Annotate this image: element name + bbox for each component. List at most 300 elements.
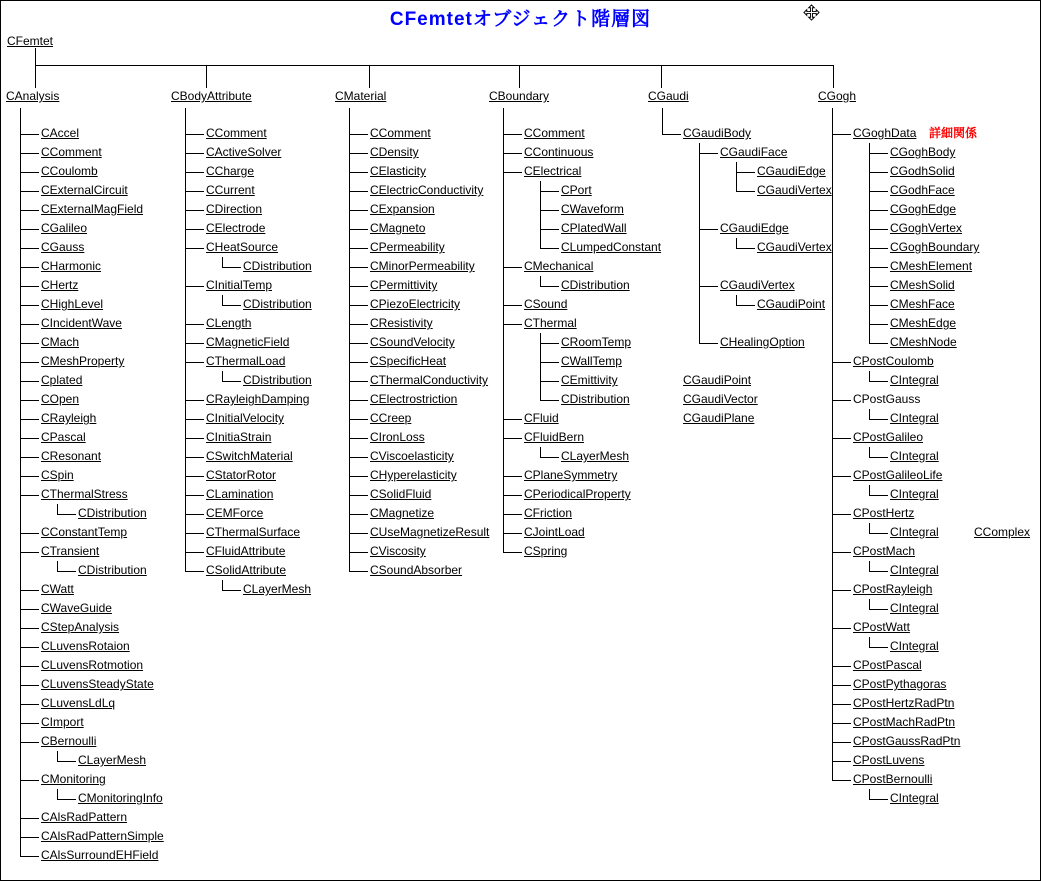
node-link-cintegral[interactable]: CIntegral — [890, 563, 939, 577]
tree-node-cintegral — [869, 523, 1031, 542]
node-link-ccomment[interactable]: CComment — [41, 145, 102, 159]
node-link-cactivesolver[interactable]: CActiveSolver — [206, 145, 282, 159]
tree-node-csolidfluid — [349, 485, 489, 504]
tree-node-cincidentwave — [20, 314, 164, 333]
node-link-cmagneticfield[interactable]: CMagneticField — [206, 335, 290, 349]
node-link-crayleighdamping[interactable]: CRayleighDamping — [206, 392, 310, 406]
node-link-cmach[interactable]: CMach — [41, 335, 80, 349]
subtree — [524, 447, 661, 466]
tree-cbodyattribute — [171, 124, 312, 599]
node-link-cintegral[interactable]: CIntegral — [890, 791, 939, 805]
node-link-cresonant[interactable]: CResonant — [41, 449, 102, 463]
tree-node-csoundabsorber — [349, 561, 489, 580]
tree-node-chertz — [20, 276, 164, 295]
node-link-celectrical[interactable]: CElectrical — [524, 164, 582, 178]
node-link-cthermal[interactable]: CThermal — [524, 316, 577, 330]
node-link-cpostrayleigh[interactable]: CPostRayleigh — [853, 582, 933, 596]
tree-node-cmeshedge — [869, 314, 979, 333]
node-link-cwatt[interactable]: CWatt — [41, 582, 74, 596]
tree-node-cintegral — [869, 371, 979, 390]
node-link-cdirection[interactable]: CDirection — [206, 202, 263, 216]
node-link-cdistribution[interactable]: CDistribution — [243, 259, 312, 273]
tree-node-cposthertzradptn — [832, 694, 979, 713]
node-link-cpostwatt[interactable]: CPostWatt — [853, 620, 910, 634]
column-header-link-cboundary[interactable]: CBoundary — [489, 89, 550, 103]
column-header — [648, 87, 832, 106]
node-link-cgaudiplane[interactable]: CGaudiPlane — [683, 411, 755, 425]
node-link-caccel[interactable]: CAccel — [41, 126, 80, 140]
node-link-cspin[interactable]: CSpin — [41, 468, 74, 482]
subtree — [720, 238, 832, 257]
node-link-cposthertzradptn[interactable]: CPostHertzRadPtn — [853, 696, 955, 710]
node-link-celectrode[interactable]: CElectrode — [206, 221, 266, 235]
column-header — [6, 87, 164, 106]
tree-node-cgalileo — [20, 219, 164, 238]
tree-node-cwalltemp — [540, 352, 661, 371]
tree-node-cexternalcircuit — [20, 181, 164, 200]
node-link-cintegral[interactable]: CIntegral — [890, 487, 939, 501]
tree-node-croomtemp — [540, 333, 661, 352]
tree-node-cfluidattribute — [185, 542, 312, 561]
tree-node-cdistribution — [57, 561, 164, 580]
tree-node-cviscoelasticity — [349, 447, 489, 466]
node-link-cmonitoringinfo[interactable]: CMonitoringInfo — [78, 791, 163, 805]
column-header-link-cgogh[interactable]: CGogh — [818, 89, 857, 103]
subtree — [41, 561, 164, 580]
node-link-cheatsource[interactable]: CHeatSource — [206, 240, 279, 254]
tree-node-cmagneticfield — [185, 333, 312, 352]
standalone-node-cgaudipoint — [662, 352, 832, 390]
tree-cgaudi — [648, 124, 832, 428]
tree-node-cgaudiface — [699, 143, 832, 200]
node-link-cgaudipoint[interactable]: CGaudiPoint — [757, 297, 826, 311]
tree-node-cstatorrotor — [185, 466, 312, 485]
node-link-cgaudibody[interactable]: CGaudiBody — [683, 126, 752, 140]
tree-node-cmagneto — [349, 219, 489, 238]
node-link-ccreep[interactable]: CCreep — [370, 411, 412, 425]
tree-node-cpostgalileolife — [832, 466, 979, 504]
tree-node-cpostmachradptn — [832, 713, 979, 732]
tree-node-cperiodicalproperty — [503, 485, 661, 504]
node-link-cviscoelasticity[interactable]: CViscoelasticity — [370, 449, 454, 463]
page-title: CFemtetオブジェクト階層図 — [389, 9, 652, 30]
node-link-csolidfluid[interactable]: CSolidFluid — [370, 487, 432, 501]
column-header — [335, 87, 489, 106]
node-link-cpostpythagoras[interactable]: CPostPythagoras — [853, 677, 947, 691]
node-link-cconstanttemp[interactable]: CConstantTemp — [41, 525, 128, 539]
column-header-link-cmaterial[interactable]: CMaterial — [335, 89, 387, 103]
node-link-cmechanical[interactable]: CMechanical — [524, 259, 594, 273]
node-link-croomtemp[interactable]: CRoomTemp — [561, 335, 632, 349]
node-link-chertz[interactable]: CHertz — [41, 278, 79, 292]
node-link-cdistribution[interactable]: CDistribution — [243, 373, 312, 387]
tree-node-cthermal — [503, 314, 661, 409]
standalone-node-cgaudiplane — [662, 409, 832, 428]
node-link-clayermesh[interactable]: CLayerMesh — [561, 449, 630, 463]
column-drop-line — [833, 65, 834, 88]
subtree — [206, 295, 312, 314]
node-link-cplated[interactable]: Cplated — [41, 373, 83, 387]
node-link-cinitiastrain[interactable]: CInitiaStrain — [206, 430, 272, 444]
node-link-ccomplex[interactable]: CComplex — [974, 525, 1031, 539]
tree-node-cusemagnetizeresult — [349, 523, 489, 542]
node-link-cusemagnetizeresult[interactable]: CUseMagnetizeResult — [370, 525, 490, 539]
tree-node-ccreep — [349, 409, 489, 428]
node-link-cgaudivertex[interactable]: CGaudiVertex — [757, 240, 832, 254]
tree-node-cspin — [20, 466, 164, 485]
tree-node-cthermalsurface — [185, 523, 312, 542]
node-link-cmeshnode[interactable]: CMeshNode — [890, 335, 957, 349]
node-link-celectrostriction[interactable]: CElectrostriction — [370, 392, 458, 406]
column-drop-line — [35, 65, 36, 88]
tree-node-cgaudivertex — [699, 257, 832, 314]
tree-node-cluvensrotmotion — [20, 656, 164, 675]
subtree — [41, 789, 164, 808]
tree-node-cthermalconductivity — [349, 371, 489, 390]
column-drop-line — [519, 65, 520, 88]
node-link-calsradpattern[interactable]: CAlsRadPattern — [41, 810, 128, 824]
tree-node-cintegral — [869, 789, 979, 808]
node-link-cpostpascal[interactable]: CPostPascal — [853, 658, 922, 672]
tree-node-ccomment — [349, 124, 489, 143]
tree-node-cpostgalileo — [832, 428, 979, 466]
tree-node-cbernoulli — [20, 732, 164, 770]
tree-node-cexternalmagfield — [20, 200, 164, 219]
node-link-ccontinuous[interactable]: CContinuous — [524, 145, 594, 159]
node-link-cironloss[interactable]: CIronLoss — [370, 430, 425, 444]
node-link-clayermesh[interactable]: CLayerMesh — [243, 582, 312, 596]
column-cmaterial — [335, 87, 489, 580]
tree-node-cluvensldlq — [20, 694, 164, 713]
subtree — [524, 276, 661, 295]
node-link-cminorpermeability[interactable]: CMinorPermeability — [370, 259, 475, 273]
tree-node-chighlevel — [20, 295, 164, 314]
tree-node-chealingoption — [699, 314, 832, 352]
detail-relation-note: 詳細関係 — [929, 126, 978, 140]
subtree — [853, 561, 979, 580]
node-link-cplanesymmetry[interactable]: CPlaneSymmetry — [524, 468, 618, 482]
tree-node-cwatt — [20, 580, 164, 599]
node-link-cviscosity[interactable]: CViscosity — [370, 544, 426, 558]
node-link-ccharge[interactable]: CCharge — [206, 164, 255, 178]
tree-node-ccomment — [185, 124, 312, 143]
node-link-cpostgalileolife[interactable]: CPostGalileoLife — [853, 468, 943, 482]
node-link-cmonitoring[interactable]: CMonitoring — [41, 772, 106, 786]
root-stem-line — [35, 48, 36, 65]
node-link-cintegral[interactable]: CIntegral — [890, 449, 939, 463]
subtree — [853, 371, 979, 390]
tree-node-cmechanical — [503, 257, 661, 295]
tree-node-cironloss — [349, 428, 489, 447]
tree-node-cinitiastrain — [185, 428, 312, 447]
node-link-cimport[interactable]: CImport — [41, 715, 84, 729]
node-link-cfriction[interactable]: CFriction — [524, 506, 573, 520]
node-link-cpostmachradptn[interactable]: CPostMachRadPtn — [853, 715, 956, 729]
node-link-csound[interactable]: CSound — [524, 297, 568, 311]
tree-node-calssurroundehfield — [20, 846, 164, 865]
node-link-crayleigh[interactable]: CRayleigh — [41, 411, 97, 425]
node-link-ccomment[interactable]: CComment — [370, 126, 431, 140]
tree-node-cmeshelement — [869, 257, 979, 276]
node-link-cgauss[interactable]: CGauss — [41, 240, 85, 254]
tree-node-cpostbernoulli — [832, 770, 979, 808]
tree-canalysis — [6, 124, 164, 865]
tree-node-cpostwatt — [832, 618, 979, 656]
node-link-cexternalcircuit[interactable]: CExternalCircuit — [41, 183, 128, 197]
node-link-cgaudipoint[interactable]: CGaudiPoint — [683, 373, 752, 387]
tree-node-cdistribution — [222, 257, 312, 276]
node-link-cpostmach[interactable]: CPostMach — [853, 544, 916, 558]
node-link-cgoghedge[interactable]: CGoghEdge — [890, 202, 957, 216]
node-link-cintegral[interactable]: CIntegral — [890, 601, 939, 615]
tree-node-cminorpermeability — [349, 257, 489, 276]
node-link-chealingoption[interactable]: CHealingOption — [720, 335, 805, 349]
node-link-cdistribution[interactable]: CDistribution — [561, 392, 630, 406]
tree-node-cconstanttemp — [20, 523, 164, 542]
tree-node-cintegral — [869, 599, 979, 618]
node-link-cgaudiface[interactable]: CGaudiFace — [720, 145, 788, 159]
tree-node-celectrode — [185, 219, 312, 238]
tree-cmaterial — [335, 124, 489, 580]
tree-node-cgoghboundary — [869, 238, 979, 257]
trunk-line — [35, 65, 834, 66]
tree-node-csolidattribute — [185, 561, 312, 599]
subtree — [720, 162, 832, 200]
node-link-cport[interactable]: CPort — [561, 183, 592, 197]
tree-node-cgaudiedge — [699, 200, 832, 257]
node-link-cpermittivity[interactable]: CPermittivity — [370, 278, 438, 292]
tree-node-cgoghbody — [869, 143, 979, 162]
node-link-csoundvelocity[interactable]: CSoundVelocity — [370, 335, 455, 349]
tree-node-cmonitoring — [20, 770, 164, 808]
tree-node-copen — [20, 390, 164, 409]
tree-node-cthermalstress — [20, 485, 164, 523]
node-link-cgaudivertex[interactable]: CGaudiVertex — [720, 278, 795, 292]
node-link-cswitchmaterial[interactable]: CSwitchMaterial — [206, 449, 293, 463]
tree-node-cemforce — [185, 504, 312, 523]
node-link-cwalltemp[interactable]: CWallTemp — [561, 354, 622, 368]
node-link-cdistribution[interactable]: CDistribution — [78, 506, 147, 520]
node-link-cmeshedge[interactable]: CMeshEdge — [890, 316, 957, 330]
node-link-cintegral[interactable]: CIntegral — [890, 639, 939, 653]
subtree — [720, 295, 832, 314]
tree-node-cthermalload — [185, 352, 312, 390]
node-link-ccomment[interactable]: CComment — [206, 126, 267, 140]
tree-cboundary — [489, 124, 661, 561]
node-link-cgaudiedge[interactable]: CGaudiEdge — [720, 221, 789, 235]
node-link-cdistribution[interactable]: CDistribution — [78, 563, 147, 577]
node-link-cinitialvelocity[interactable]: CInitialVelocity — [206, 411, 285, 425]
node-link-cspecificheat[interactable]: CSpecificHeat — [370, 354, 447, 368]
node-link-cdistribution[interactable]: CDistribution — [243, 297, 312, 311]
node-link-cluvensldlq[interactable]: CLuvensLdLq — [41, 696, 116, 710]
node-link-ccoulomb[interactable]: CCoulomb — [41, 164, 98, 178]
root-node-cfemtet[interactable]: CFemtet — [7, 34, 54, 48]
node-link-cthermalsurface[interactable]: CThermalSurface — [206, 525, 301, 539]
node-link-copen[interactable]: COpen — [41, 392, 80, 406]
node-link-chighlevel[interactable]: CHighLevel — [41, 297, 104, 311]
node-link-cgaudiedge[interactable]: CGaudiEdge — [757, 164, 826, 178]
node-link-cbernoulli[interactable]: CBernoulli — [41, 734, 97, 748]
node-link-cluvenssteadystate[interactable]: CLuvensSteadyState — [41, 677, 154, 691]
node-link-cmeshelement[interactable]: CMeshElement — [890, 259, 973, 273]
node-link-cemforce[interactable]: CEMForce — [206, 506, 264, 520]
node-link-cexpansion[interactable]: CExpansion — [370, 202, 435, 216]
node-link-cincidentwave[interactable]: CIncidentWave — [41, 316, 122, 330]
column-header-link-cbodyattribute[interactable]: CBodyAttribute — [171, 89, 252, 103]
node-link-cfluid[interactable]: CFluid — [524, 411, 559, 425]
node-link-cthermalstress[interactable]: CThermalStress — [41, 487, 128, 501]
node-link-cluvensrotaion[interactable]: CLuvensRotaion — [41, 639, 130, 653]
node-link-cmagneto[interactable]: CMagneto — [370, 221, 426, 235]
node-link-cfluidbern[interactable]: CFluidBern — [524, 430, 585, 444]
node-link-cjointload[interactable]: CJointLoad — [524, 525, 585, 539]
tree-node-cintegral — [869, 485, 979, 504]
tree-node-cpostmach — [832, 542, 979, 580]
tree-node-cfluid — [503, 409, 661, 428]
node-link-csolidattribute[interactable]: CSolidAttribute — [206, 563, 287, 577]
node-link-cgodhsolid[interactable]: CGodhSolid — [890, 164, 955, 178]
node-link-cwaveform[interactable]: CWaveform — [561, 202, 624, 216]
node-link-ccomment[interactable]: CComment — [524, 126, 585, 140]
standalone-node-cgaudivector — [662, 390, 832, 409]
tree-node-calsradpatternsimple — [20, 827, 164, 846]
node-link-cfluidattribute[interactable]: CFluidAttribute — [206, 544, 286, 558]
subtree — [206, 580, 312, 599]
node-link-cmeshproperty[interactable]: CMeshProperty — [41, 354, 125, 368]
column-drop-line — [661, 65, 662, 88]
node-link-ccurrent[interactable]: CCurrent — [206, 183, 255, 197]
tree-node-clamination — [185, 485, 312, 504]
node-link-cstatorrotor[interactable]: CStatorRotor — [206, 468, 277, 482]
node-link-cpostgalileo[interactable]: CPostGalileo — [853, 430, 924, 444]
subtree — [853, 485, 979, 504]
node-link-cexternalmagfield[interactable]: CExternalMagField — [41, 202, 144, 216]
node-link-cintegral[interactable]: CIntegral — [890, 411, 939, 425]
column-header-link-cgaudi[interactable]: CGaudi — [648, 89, 689, 103]
node-link-cthermalconductivity[interactable]: CThermalConductivity — [370, 373, 489, 387]
tree-node-cmeshface — [869, 295, 979, 314]
tree-node-cluvenssteadystate — [20, 675, 164, 694]
node-link-cgalileo[interactable]: CGalileo — [41, 221, 88, 235]
node-link-cmeshsolid[interactable]: CMeshSolid — [890, 278, 955, 292]
move-cursor-icon — [803, 4, 820, 24]
node-link-clength[interactable]: CLength — [206, 316, 252, 330]
node-link-cgoghbody[interactable]: CGoghBody — [890, 145, 956, 159]
tree-node-cdistribution — [540, 390, 661, 409]
node-link-cdistribution[interactable]: CDistribution — [561, 278, 630, 292]
node-link-cresistivity[interactable]: CResistivity — [370, 316, 433, 330]
node-link-cgodhface[interactable]: CGodhFace — [890, 183, 955, 197]
tree-node-cpascal — [20, 428, 164, 447]
column-cgogh — [818, 87, 1031, 808]
tree-node-cgaudibody — [662, 124, 832, 352]
node-link-cpiezoelectricity[interactable]: CPiezoElectricity — [370, 297, 461, 311]
tree-node-clength — [185, 314, 312, 333]
tree-node-cinitialvelocity — [185, 409, 312, 428]
tree-node-cgodhface — [869, 181, 979, 200]
node-link-cposthertz[interactable]: CPostHertz — [853, 506, 915, 520]
node-link-ctransient[interactable]: CTransient — [41, 544, 100, 558]
node-link-clayermesh[interactable]: CLayerMesh — [78, 753, 147, 767]
node-link-cpascal[interactable]: CPascal — [41, 430, 86, 444]
tree-node-celectrical — [503, 162, 661, 257]
node-link-cspring[interactable]: CSpring — [524, 544, 568, 558]
node-link-chyperelasticity[interactable]: CHyperelasticity — [370, 468, 457, 482]
node-link-cgoghboundary[interactable]: CGoghBoundary — [890, 240, 980, 254]
subtree — [853, 523, 1031, 542]
node-link-cpostluvens[interactable]: CPostLuvens — [853, 753, 925, 767]
tree-node-cintegral — [869, 409, 979, 428]
node-link-clamination[interactable]: CLamination — [206, 487, 274, 501]
subtree — [683, 143, 832, 352]
node-link-cgaudivertex[interactable]: CGaudiVertex — [757, 183, 832, 197]
tree-node-cpostpythagoras — [832, 675, 979, 694]
node-link-cgaudivector[interactable]: CGaudiVector — [683, 392, 758, 406]
node-link-clumpedconstant[interactable]: CLumpedConstant — [561, 240, 662, 254]
node-link-cemittivity[interactable]: CEmittivity — [561, 373, 618, 387]
node-link-csoundabsorber[interactable]: CSoundAbsorber — [370, 563, 463, 577]
node-link-charmonic[interactable]: CHarmonic — [41, 259, 102, 273]
tree-node-ccomment — [503, 124, 661, 143]
node-link-cthermalload[interactable]: CThermalLoad — [206, 354, 286, 368]
node-link-cplatedwall[interactable]: CPlatedWall — [561, 221, 627, 235]
node-link-calsradpatternsimple[interactable]: CAlsRadPatternSimple — [41, 829, 164, 843]
node-link-cpostcoulomb[interactable]: CPostCoulomb — [853, 354, 934, 368]
node-link-cpermeability[interactable]: CPermeability — [370, 240, 445, 254]
tree-node-chyperelasticity — [349, 466, 489, 485]
column-header-link-canalysis[interactable]: CAnalysis — [6, 89, 60, 103]
node-link-cpostgaussradptn[interactable]: CPostGaussRadPtn — [853, 734, 961, 748]
tree-node-clumpedconstant — [540, 238, 661, 257]
tree-node-cwaveguide — [20, 599, 164, 618]
node-link-cmeshface[interactable]: CMeshFace — [890, 297, 955, 311]
node-link-cintegral[interactable]: CIntegral — [890, 373, 939, 387]
node-link-cwaveguide[interactable]: CWaveGuide — [41, 601, 112, 615]
node-link-cperiodicalproperty[interactable]: CPeriodicalProperty — [524, 487, 631, 501]
node-link-cstepanalysis[interactable]: CStepAnalysis — [41, 620, 120, 634]
node-link-cgoghvertex[interactable]: CGoghVertex — [890, 221, 963, 235]
tree-node-crayleigh — [20, 409, 164, 428]
tree-node-cplated — [20, 371, 164, 390]
node-link-cpostgauss[interactable]: CPostGauss — [853, 392, 921, 406]
tree-node-cgoghedge — [869, 200, 979, 219]
tree-node-ctransient — [20, 542, 164, 580]
tree-node-cresonant — [20, 447, 164, 466]
node-link-celectricconductivity[interactable]: CElectricConductivity — [370, 183, 484, 197]
tree-node-clayermesh — [222, 580, 312, 599]
subtree — [853, 447, 979, 466]
node-link-cgoghdata[interactable]: CGoghData — [853, 126, 917, 140]
node-link-celasticity[interactable]: CElasticity — [370, 164, 427, 178]
node-link-cintegral[interactable]: CIntegral — [890, 525, 939, 539]
node-link-cmagnetize[interactable]: CMagnetize — [370, 506, 435, 520]
node-link-cinitialtemp[interactable]: CInitialTemp — [206, 278, 273, 292]
tree-node-cpostpascal — [832, 656, 979, 675]
node-link-cluvensrotmotion[interactable]: CLuvensRotmotion — [41, 658, 144, 672]
node-link-calssurroundehfield[interactable]: CAlsSurroundEHField — [41, 848, 159, 862]
node-link-cpostbernoulli[interactable]: CPostBernoulli — [853, 772, 933, 786]
node-link-cdensity[interactable]: CDensity — [370, 145, 419, 159]
tree-node-cdistribution — [57, 504, 164, 523]
tree-node-celectricconductivity — [349, 181, 489, 200]
tree-node-cmeshsolid — [869, 276, 979, 295]
tree-node-cmagnetize — [349, 504, 489, 523]
tree-node-ccontinuous — [503, 143, 661, 162]
tree-node-cspecificheat — [349, 352, 489, 371]
tree-node-cwaveform — [540, 200, 661, 219]
tree-node-cmeshproperty — [20, 352, 164, 371]
